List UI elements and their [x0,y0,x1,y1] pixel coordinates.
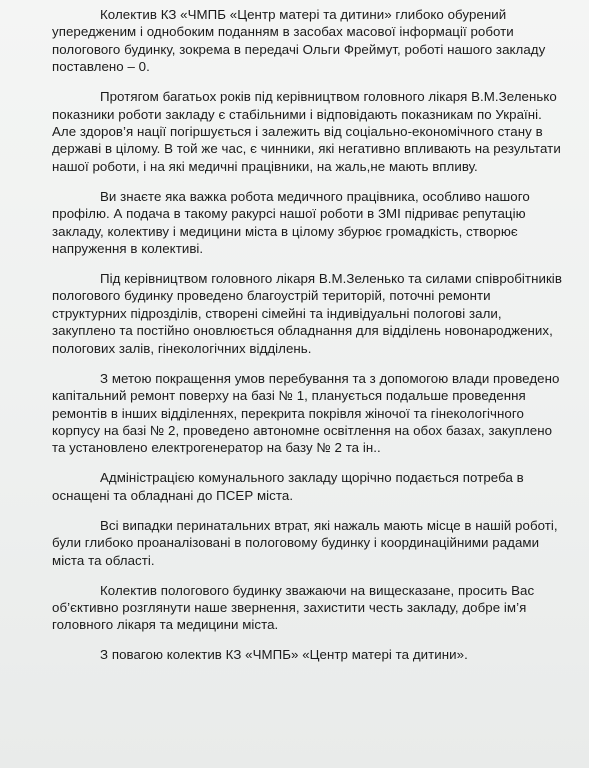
paragraph-signature: З повагою колектив КЗ «ЧМПБ» «Центр матері та дитини». [100,647,468,663]
paragraph-perinatal-losses: Всі випадки перинатальних втрат, які нажаль мають місце в нашій роботі, були глибоко проаналізовані в пологовому будинку і координаційними радами міста та області. [52,517,558,568]
paragraph-renovations: З метою покращення умов перебування та з допомогою влади проведено капітальний ремонт поверху на базі № 1, планується подальше проведення ремонтів в інших відділеннях, перекрита покрівля жіночої та гінекологічного корпусу на базі № 2, проведено автономне освітлення на обох базах, закуплено та установлено електрогенератор на базу № 2 та ін.. [52,370,560,456]
paragraph-administration: Адміністрацією комунального закладу щорічно подається потреба в оснащені та обладнані до ПСЕР міста. [52,470,524,503]
paragraph-media-impact: Ви знаєте яка важка робота медичного працівника, особливо нашого профілю. А подача в такому ракурсі нашої роботи в ЗМІ підриває репутацію закладу, колективу і медицини міста в цілому збурює громадкість, створює напруження в колективі. [52,188,530,257]
paragraph-improvements: Під керівництвом головного лікаря В.М.Зеленько та силами співробітників пологового будинку проведено благоустрій територій, поточні ремонти структурних підрозділів, створені сімейні та індивідуальні пологові зали, закуплено та постійно оновлюється обладнання для відділень новонароджених, пологових залів, гінекологічних відділень. [52,271,562,356]
paragraph-intro: Колектив КЗ «ЧМПБ «Центр матері та дитини» глибоко обурений упередженим і однобоким поданням в засобах масової інформації роботи пологового будинку, зокрема в передачі Ольги Фреймут, роботі нашого закладу поставлено – 0. [52,7,546,75]
paragraph-request: Колектив пологового будинку зважаючи на вищесказане, просить Вас об’єктивно розглянути наше звернення, захистити честь закладу, добре ім’я головного лікаря та медицини міста. [52,582,535,633]
paragraph-leadership: Протягом багатьох років під керівництвом головного лікаря В.М.Зеленько показники роботи закладу є стабільними і відповідають показникам по Україні. Але здоров’я нації погіршується і залежить від соціально-економічного стану в державі в цілому. В той же час, є чинники, які негативно впливають на результати нашої роботи, і на які медичні працівники, на жаль,не мають впливу. [52,89,561,174]
